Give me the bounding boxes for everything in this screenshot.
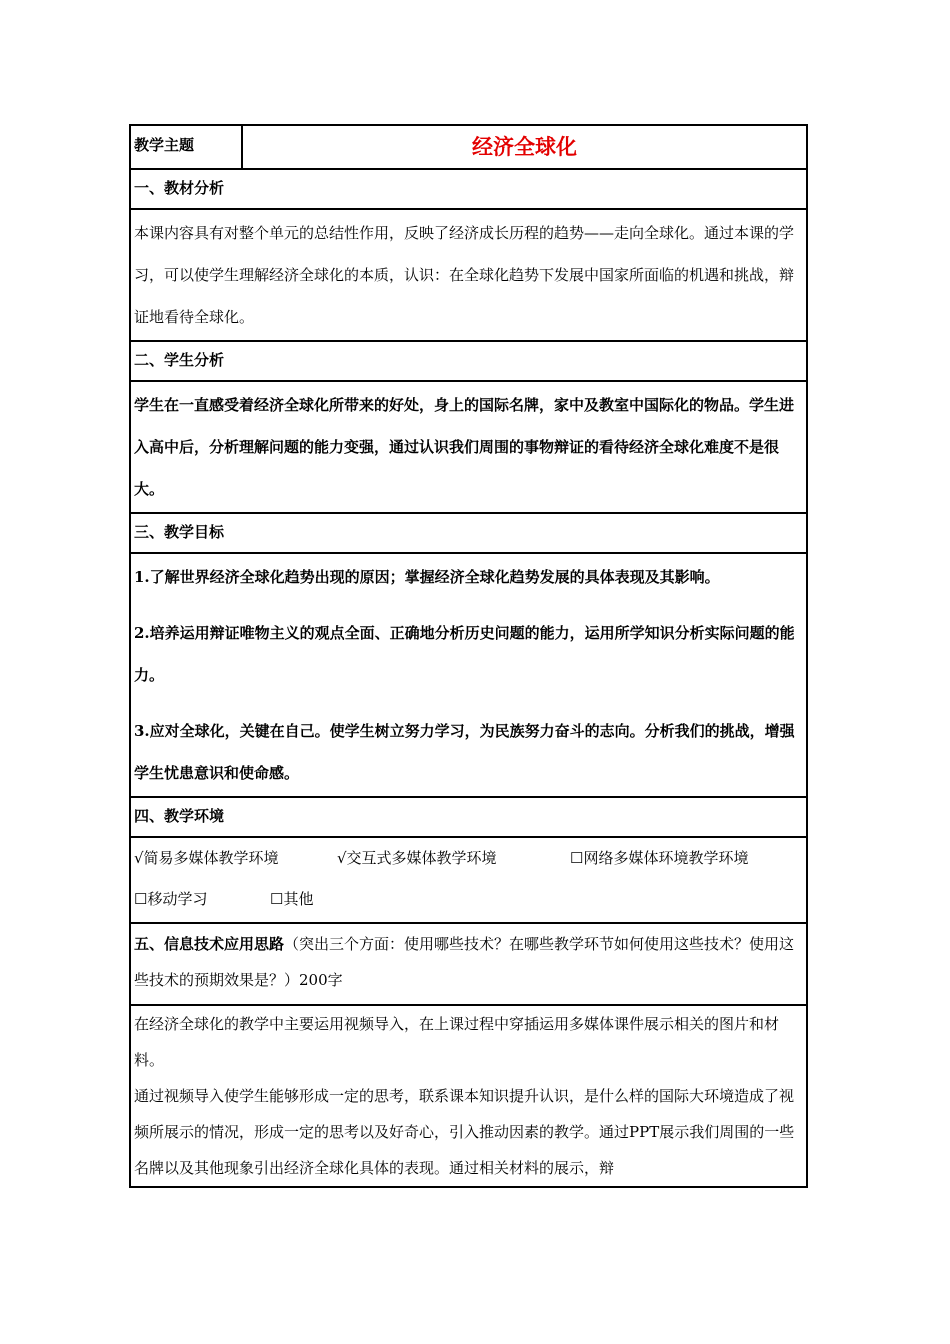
section5-note: （突出三个方面：使用哪些技术？在哪些教学环节如何使用这些技术？使用这些技术的预期效果是？）200字	[134, 935, 795, 989]
section2-heading: 二、学生分析	[131, 340, 806, 380]
lesson-plan-table	[129, 124, 808, 1188]
env-option-interactive-multimedia: √交互式多媒体教学环境	[337, 849, 497, 867]
topic-label: 教学主题	[131, 126, 243, 168]
section3-goals	[131, 552, 806, 796]
section5-paragraph: 在经济全球化的教学中主要运用视频导入，在上课过程中穿插运用多媒体课件展示相关的图片和材料。	[134, 1015, 780, 1069]
section5-paragraph: 通过视频导入使学生能够形成一定的思考，联系课本知识提升认识，是什么样的国际大环境造成了视频所展示的情况，形成一定的思考以及好奇心，引入推动因素的教学。通过PPT展示我们周围的一些名牌以及其他现象引出经济全球化具体的表现。通过相关材料的展示，辩	[134, 1087, 795, 1177]
topic-row	[131, 126, 806, 168]
env-option-mobile-learning: ☐移动学习	[134, 890, 208, 908]
section1-heading: 一、教材分析	[131, 168, 806, 208]
section5-heading-row	[131, 922, 806, 1004]
section5-content	[131, 1004, 806, 1186]
env-option-simple-multimedia: √简易多媒体教学环境	[134, 849, 279, 867]
section4-heading: 四、教学环境	[131, 796, 806, 836]
goal-item: 1.了解世界经济全球化趋势出现的原因；掌握经济全球化趋势发展的具体表现及其影响。	[134, 568, 720, 586]
section5-heading: 五、信息技术应用思路	[134, 935, 285, 953]
env-option-network-multimedia: ☐网络多媒体环境教学环境	[570, 849, 749, 867]
goal-item: 3.应对全球化，关键在自己。使学生树立努力学习，为民族努力奋斗的志向。分析我们的挑战，增强学生忧患意识和使命感。	[134, 722, 795, 782]
environment-options	[131, 836, 806, 922]
section2-text: 学生在一直感受着经济全球化所带来的好处，身上的国际名牌，家中及教室中国际化的物品。学生进入高中后，分析理解问题的能力变强，通过认识我们周围的事物辩证的看待经济全球化难度不是很大。	[131, 380, 806, 512]
env-option-other: ☐其他	[270, 890, 314, 908]
section1-text: 本课内容具有对整个单元的总结性作用，反映了经济成长历程的趋势——走向全球化。通过本课的学习，可以使学生理解经济全球化的本质，认识：在全球化趋势下发展中国家所面临的机遇和挑战，辩证地看待全球化。	[131, 208, 806, 340]
goal-item: 2.培养运用辩证唯物主义的观点全面、正确地分析历史问题的能力，运用所学知识分析实际问题的能力。	[134, 624, 795, 684]
section3-heading: 三、教学目标	[131, 512, 806, 552]
topic-title: 经济全球化	[472, 134, 577, 159]
